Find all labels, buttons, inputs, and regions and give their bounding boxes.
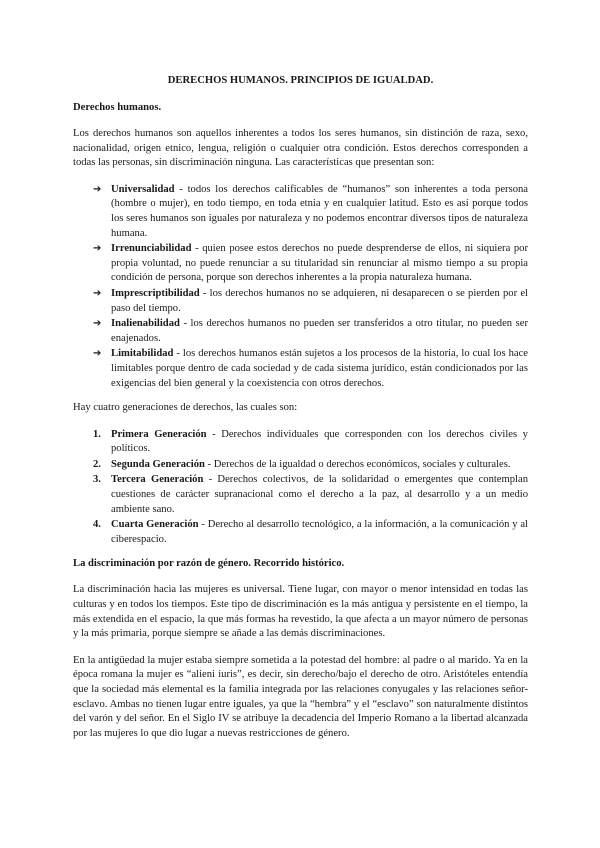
discrimination-paragraph-1: La discriminación hacia las mujeres es universal. Tiene lugar, con mayor o menor intensidad en todas las culturas y en todos los tiempos. Este tipo de discriminación es la más antigua y persistente en el tiempo, la más extendida en el espacio, la que más formas ha revestido, la que afecta a un mayor número de personas y la más primaria, porque siempre se añade a las demás discriminaciones.	[73, 584, 528, 640]
item-term: Irrenunciabilidad	[111, 243, 192, 255]
section-heading-discriminacion: La discriminación por razón de género. Recorrido histórico.	[73, 558, 345, 570]
list-item	[93, 473, 528, 517]
item-term: Limitabilidad	[111, 348, 174, 360]
item-term: Universalidad	[111, 183, 175, 195]
list-item	[93, 458, 528, 473]
item-term: Primera Generación	[111, 428, 207, 440]
arrow-bullet-icon: ➔	[93, 318, 102, 330]
discrimination-paragraph-2: En la antigüedad la mujer estaba siempre sometida a la potestad del hombre: al padre o al marido. Ya en la época romana la mujer es “alieni iuris”, es decir, sin derecho/bajo el derecho de otro. Aristóteles entendía que la sociedad más elemental es la familia integrada por las relaciones conyugales y las relaciones señor-esclavo. Ambas no tienen lugar entre iguales, ya que la “hembra” y el “esclavo” son naturalmente distintos del varón y del señor. En el Siglo IV se atribuye la decadencia del Imperio Romano a la libertad alcanzada por las mujeres lo que dio lugar a nuevas restricciones de género.	[73, 654, 528, 739]
list-item	[93, 347, 528, 391]
item-text: - todos los derechos calificables de “humanos” son inherentes a toda persona (hombre o mujer), en todo tiempo, en toda etnia y en cualquier latitud. Esto es así porque todos los seres humanos son iguales por naturaleza y no podemos encontrar diversos tipos de naturaleza humana.	[111, 183, 528, 239]
list-item	[93, 317, 528, 346]
item-term: Tercera Generación	[111, 474, 204, 486]
list-item	[93, 428, 528, 457]
item-term: Segunda Generación	[111, 458, 205, 470]
arrow-bullet-icon: ➔	[93, 243, 102, 255]
item-text: - Derecho al desarrollo tecnológico, a la información, a la comunicación y al ciberespacio.	[111, 519, 528, 545]
item-text: - Derechos de la igualdad o derechos económicos, sociales y culturales.	[204, 458, 511, 470]
item-text: - quien posee estos derechos no puede desprenderse de ellos, ni siquiera por propia voluntad, no puede renunciar a su titularidad sin renunciar al mismo tiempo a su propia condición de persona, porque son derechos inherentes a la propia naturaleza humana.	[111, 243, 528, 284]
item-number: 2.	[93, 458, 101, 470]
item-number: 1.	[93, 428, 101, 440]
item-term: Inalienabilidad	[111, 318, 180, 330]
intro-paragraph: Los derechos humanos son aquellos inherentes a todos los seres humanos, sin distinción de raza, sexo, nacionalidad, origen etnico, lengua, religión o cualquier otra condición. Estos derechos corresponden a todas las personas, sin discriminación ninguna. Las características que presentan son:	[73, 128, 528, 169]
item-term: Imprescriptibilidad	[111, 287, 200, 299]
item-number: 4.	[93, 519, 101, 531]
arrow-bullet-icon: ➔	[93, 287, 102, 299]
generations-intro: Hay cuatro generaciones de derechos, las cuales son:	[73, 402, 298, 414]
arrow-bullet-icon: ➔	[93, 348, 102, 360]
list-item	[93, 183, 528, 241]
item-text: - Derechos individuales que corresponden con los derechos civiles y políticos.	[111, 428, 528, 455]
section-heading-derechos-humanos: Derechos humanos.	[73, 102, 162, 113]
list-item	[93, 518, 528, 547]
characteristics-list	[73, 183, 528, 391]
item-term: Cuarta Generación	[111, 519, 199, 531]
item-text: - los derechos humanos no pueden ser transferidos a otro titular, no pueden ser enajenados.	[111, 318, 528, 344]
list-item	[93, 242, 528, 286]
item-number: 3.	[93, 474, 101, 486]
item-text: - los derechos humanos están sujetos a los procesos de la historia, lo cual los hace limitables porque dentro de cada sociedad y de cada sistema jurídico, están condicionados por las exigencias del bien general y la coexistencia con otros derechos.	[111, 348, 528, 389]
item-text: - los derechos humanos no se adquieren, ni desaparecen o se pierden por el paso del tiempo.	[111, 287, 528, 314]
list-item	[93, 287, 528, 316]
generations-list	[73, 428, 528, 548]
document-title: DERECHOS HUMANOS. PRINCIPIOS DE IGUALDAD.	[167, 75, 434, 86]
arrow-bullet-icon: ➔	[93, 183, 102, 195]
item-text: - Derechos colectivos, de la solidaridad o emergentes que contemplan cuestiones de carácter supranacional como el derecho a la paz, al desarrollo y a un medio ambiente sano.	[111, 474, 528, 515]
